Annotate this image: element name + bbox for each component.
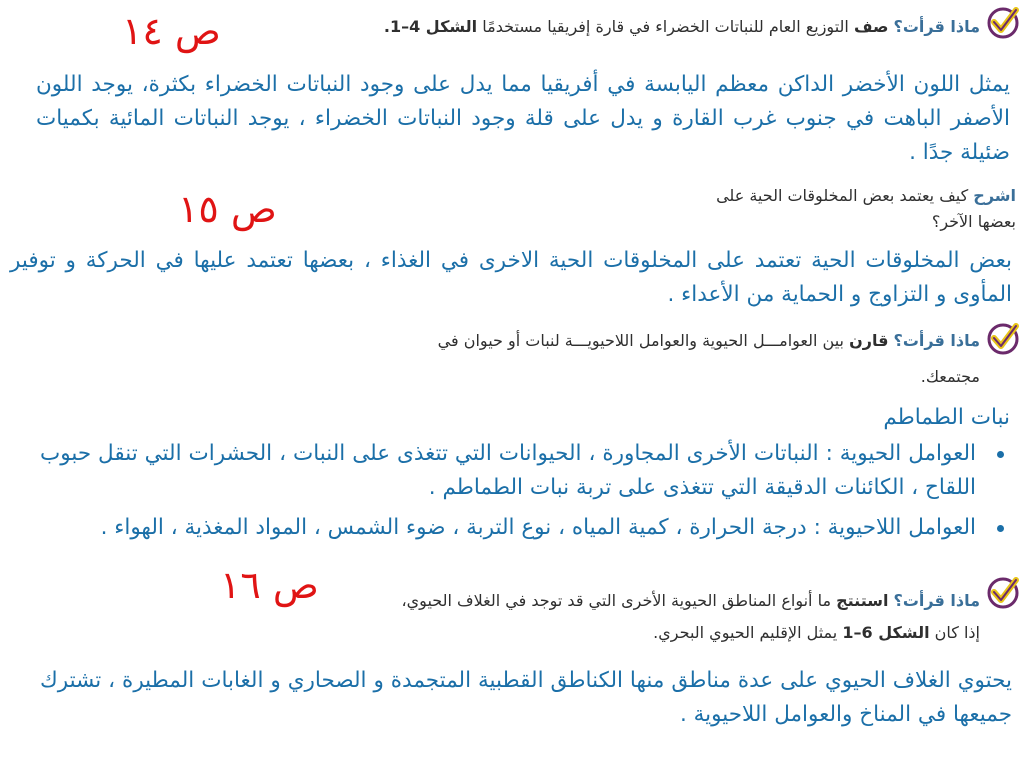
question-verb: اشرح: [973, 186, 1016, 205]
question-text-line1: كيف يعتمد بعض المخلوقات الحية على: [716, 186, 969, 205]
page-number-14: ص ١٤: [122, 9, 221, 53]
question-text-pre: إذا كان: [934, 623, 980, 642]
subject-title: نبات الطماطم: [883, 405, 1010, 430]
bullet-icon: [997, 525, 1004, 532]
checkmark-icon: [986, 576, 1020, 610]
page-number-15: ص ١٥: [178, 187, 277, 231]
question-text-line1: بين العوامـــل الحيوية والعوامل اللاحيويـــة لنبات أو حيوان في: [437, 331, 844, 350]
page-number-16: ص ١٦: [220, 563, 319, 607]
question-tag: ماذا قرأت؟: [893, 17, 980, 36]
list-item: [40, 511, 1010, 545]
question-4: [360, 588, 980, 646]
question-3: [360, 328, 980, 390]
question-text-line1: ما أنواع المناطق الحيوية الأخرى التي قد توجد في الغلاف الحيوي،: [401, 591, 832, 610]
question-tag: ماذا قرأت؟: [893, 331, 980, 350]
question-1: [380, 14, 980, 40]
factors-list: [40, 437, 1010, 545]
question-verb: استنتج: [836, 591, 889, 610]
figure-reference: الشكل 6–1: [842, 623, 930, 642]
list-item-text: العوامل الحيوية : النباتات الأخرى المجاورة ، الحيوانات التي تتغذى على النبات ، الحشرات التي تنقل حبوب اللقاح ، الكائنات الدقيقة التي تتغذى على تربة نبات الطماطم .: [40, 441, 976, 500]
answer-2: بعض المخلوقات الحية تعتمد على المخلوقات الحية الاخرى في الغذاء ، بعضها تعتمد عليها في الحركة و توفير المأوى و التزاوج و الحماية من الأعداء .: [10, 248, 1012, 307]
list-item-text: العوامل اللاحيوية : درجة الحرارة ، كمية المياه ، نوع التربة ، ضوء الشمس ، المواد المغذية ، الهواء .: [100, 515, 976, 540]
question-verb: قارن: [849, 331, 889, 350]
checkmark-icon: [986, 6, 1020, 40]
question-text: التوزيع العام للنباتات الخضراء في قارة إفريقيا مستخدمًا: [482, 17, 849, 36]
figure-reference: الشكل 4–1.: [383, 17, 478, 36]
answer-4: يحتوي الغلاف الحيوي على عدة مناطق منها الكناطق القطبية المتجمدة و الصحاري و الغابات المطيرة ، تشترك جميعها في المناخ والعوامل اللاحيوية .: [40, 668, 1012, 727]
question-text-line2: [360, 620, 980, 646]
question-text-line2: مجتمعك.: [920, 367, 980, 386]
question-tag: ماذا قرأت؟: [893, 591, 980, 610]
list-item: [40, 437, 1010, 505]
question-text-post: يمثل الإقليم الحيوي البحري.: [653, 623, 838, 642]
question-2: [616, 183, 1016, 235]
question-text-line2: بعضها الآخر؟: [931, 212, 1016, 231]
checkmark-icon: [986, 322, 1020, 356]
answer-1: يمثل اللون الأخضر الداكن معظم اليابسة في أفريقيا مما يدل على وجود النباتات الخضراء بكثرة، يوجد اللون الأصفر الباهت في جنوب غرب القارة و يدل على قلة وجود النباتات الخضراء ، يوجد النباتات المائية بكميات ضئيلة جدًا .: [36, 72, 1010, 165]
bullet-icon: [997, 451, 1004, 458]
question-verb: صف: [853, 17, 889, 36]
